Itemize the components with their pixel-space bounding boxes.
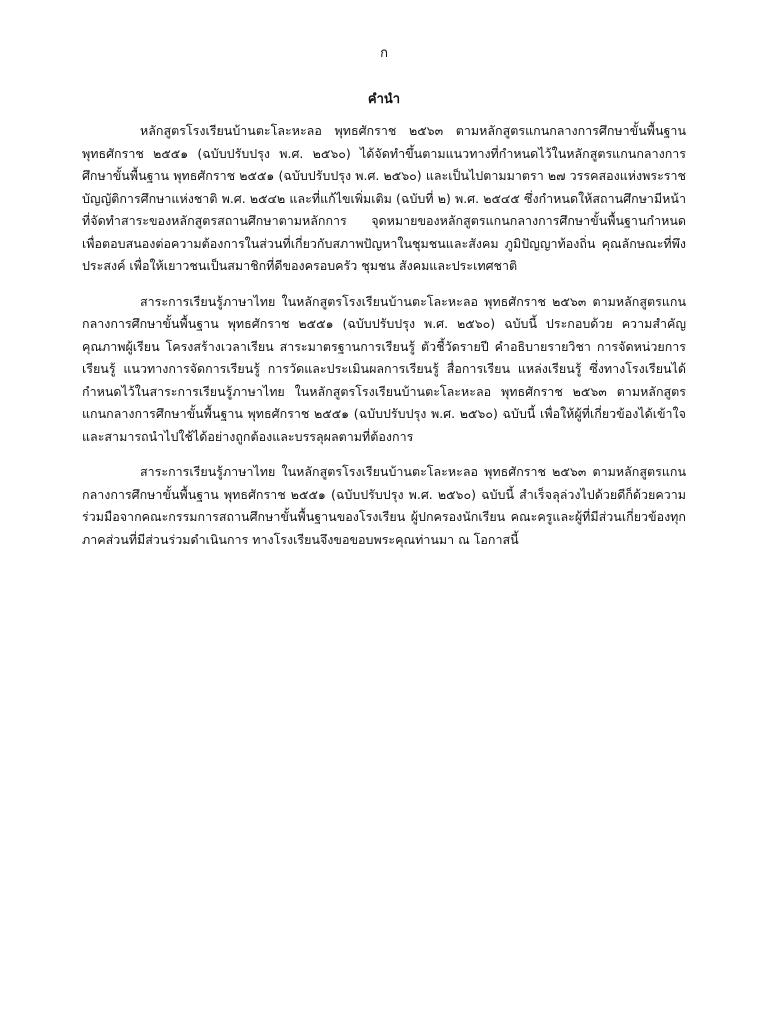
document-body — [82, 120, 686, 564]
paragraph-3: สาระการเรียนรู้ภาษาไทย ในหลักสูตรโรงเรียนบ้านตะโละหะลอ พุทธศักราช ๒๕๖๓ ตามหลักสูตรแกนกลางการศึกษาขั้นพื้นฐาน พุทธศักราช ๒๕๕๑ (ฉบับปรับปรุง พ.ศ. ๒๕๖๐) ฉบับนี้ สำเร็จลุล่วงไปด้วยดีก็ด้วยความร่วมมือจากคณะกรรมการสถานศึกษาขั้นพื้นฐานของโรงเรียน ผู้ปกครองนักเรียน คณะครูและผู้ที่มีส่วนเกี่ยวข้องทุกภาคส่วนที่มีส่วนร่วมดำเนินการ ทางโรงเรียนจึงขอขอบพระคุณท่านมา ณ โอกาสนี้ — [82, 464, 686, 547]
paragraph-1: หลักสูตรโรงเรียนบ้านตะโละหะลอ พุทธศักราช ๒๕๖๓ ตามหลักสูตรแกนกลางการศึกษาขั้นพื้นฐาน พุทธศักราช ๒๕๕๑ (ฉบับปรับปรุง พ.ศ. ๒๕๖๐) ได้จัดทำขึ้นตามแนวทางที่กำหนดไว้ในหลักสูตรแกนกลางการศึกษาขั้นพื้นฐาน พุทธศักราช ๒๕๕๑ (ฉบับปรับปรุง พ.ศ. ๒๕๖๐) และเป็นไปตามมาตรา ๒๗ วรรคสองแห่งพระราชบัญญัติการศึกษาแห่งชาติ พ.ศ. ๒๕๔๒ และที่แก้ไขเพิ่มเติม (ฉบับที่ ๒) พ.ศ. ๒๕๔๕ ซึ่งกำหนดให้สถานศึกษามีหน้าที่จัดทำสาระของหลักสูตรสถานศึกษาตามหลักการ จุดหมายของหลักสูตรแกนกลางการศึกษาขั้นพื้นฐานกำหนด เพื่อตอบสนองต่อความต้องการในส่วนที่เกี่ยวกับสภาพปัญหาในชุมชนและสังคม ภูมิปัญญาท้องถิ่น คุณลักษณะที่พึงประสงค์ เพื่อให้เยาวชนเป็นสมาชิกที่ดีของครอบครัว ชุมชน สังคมและประเทศชาติ — [82, 123, 686, 273]
page-title: คำนำ — [367, 92, 401, 107]
page-number: ก — [380, 46, 388, 61]
paragraph-2: สาระการเรียนรู้ภาษาไทย ในหลักสูตรโรงเรียนบ้านตะโละหะลอ พุทธศักราช ๒๕๖๓ ตามหลักสูตรแกนกลางการศึกษาขั้นพื้นฐาน พุทธศักราช ๒๕๕๑ (ฉบับปรับปรุง พ.ศ. ๒๕๖๐) ฉบับนี้ ประกอบด้วย ความสำคัญ คุณภาพผู้เรียน โครงสร้างเวลาเรียน สาระมาตรฐานการเรียนรู้ ตัวชี้วัดรายปี คำอธิบายรายวิชา การจัดหน่วยการเรียนรู้ แนวทางการจัดการเรียนรู้ การวัดและประเมินผลการเรียนรู้ สื่อการเรียน แหล่งเรียนรู้ ซึ่งทางโรงเรียนได้กำหนดไว้ในสาระการเรียนรู้ภาษาไทย ในหลักสูตรโรงเรียนบ้านตะโละหะลอ พุทธศักราช ๒๕๖๓ ตามหลักสูตรแกนกลางการศึกษาขั้นพื้นฐาน พุทธศักราช ๒๕๕๑ (ฉบับปรับปรุง พ.ศ. ๒๕๖๐) ฉบับนี้ เพื่อให้ผู้ที่เกี่ยวข้องได้เข้าใจ และสามารถนำไปใช้ได้อย่างถูกต้องและบรรลุผลตามที่ต้องการ — [82, 293, 686, 444]
